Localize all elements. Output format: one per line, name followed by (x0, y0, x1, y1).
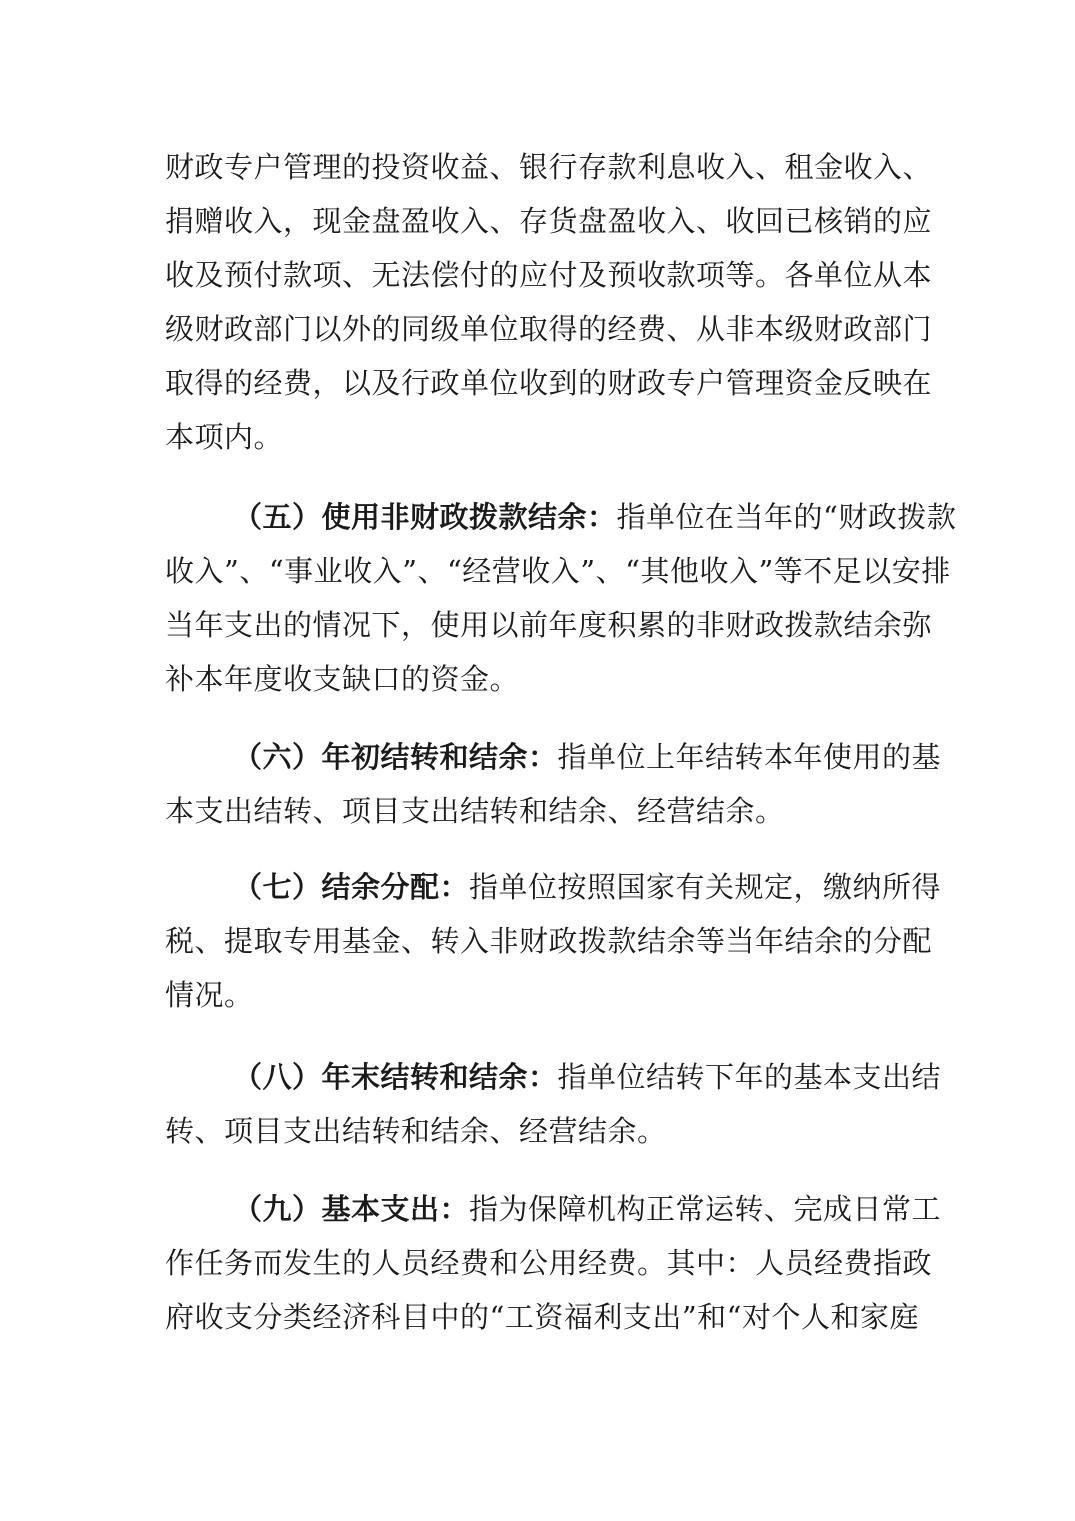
item-text: 指单位上年结转本年使用的基 (557, 740, 942, 774)
item-text: 指单位按照国家有关规定，缴纳所得 (469, 870, 942, 904)
item-text: 指为保障机构正常运转、完成日常工 (469, 1192, 942, 1226)
paragraph-item-7 (165, 860, 942, 1022)
first-line (165, 1050, 942, 1104)
paragraph-item-9 (165, 1182, 942, 1344)
item-heading: （八）年末结转和结余： (233, 1060, 558, 1094)
paragraph-continued (165, 140, 933, 464)
item-heading: （五）使用非财政拨款结余： (233, 500, 617, 534)
text-line: 当年支出的情况下，使用以前年度积累的非财政拨款结余弥 (165, 608, 933, 642)
item-text: 指单位在当年的“财政拨款 (616, 500, 957, 534)
paragraph-item-6 (165, 730, 942, 838)
text-line: 捐赠收入，现金盘盈收入、存货盘盈收入、收回已核销的应 (165, 204, 933, 238)
first-line (165, 730, 942, 784)
first-line (165, 490, 957, 544)
item-text: 指单位结转下年的基本支出结 (557, 1060, 942, 1094)
item-heading: （七）结余分配： (233, 870, 470, 904)
first-line (165, 860, 942, 914)
text-line: 转、项目支出结转和结余、经营结余。 (165, 1114, 667, 1148)
text-line: 作任务而发生的人员经费和公用经费。其中：人员经费指政 (165, 1246, 933, 1280)
text-line: 财政专户管理的投资收益、银行存款利息收入、租金收入、 (165, 150, 933, 184)
text-line: 本项内。 (165, 420, 284, 454)
item-heading: （九）基本支出： (233, 1192, 470, 1226)
text-line: 本支出结转、项目支出结转和结余、经营结余。 (165, 794, 785, 828)
text-line: 补本年度收支缺口的资金。 (165, 662, 520, 696)
paragraph-item-5 (165, 490, 957, 706)
text-line: 收入”、“事业收入”、“经营收入”、“其他收入”等不足以安排 (165, 554, 951, 588)
paragraph-item-8 (165, 1050, 942, 1158)
text-line: 收及预付款项、无法偿付的应付及预收款项等。各单位从本 (165, 258, 933, 292)
first-line (165, 1182, 942, 1236)
text-line: 取得的经费，以及行政单位收到的财政专户管理资金反映在 (165, 366, 933, 400)
text-line: 府收支分类经济科目中的“工资福利支出”和“对个人和家庭 (165, 1300, 919, 1334)
text-line: 级财政部门以外的同级单位取得的经费、从非本级财政部门 (165, 312, 933, 346)
item-heading: （六）年初结转和结余： (233, 740, 558, 774)
text-line: 税、提取专用基金、转入非财政拨款结余等当年结余的分配 (165, 924, 933, 958)
text-line: 情况。 (165, 978, 254, 1012)
